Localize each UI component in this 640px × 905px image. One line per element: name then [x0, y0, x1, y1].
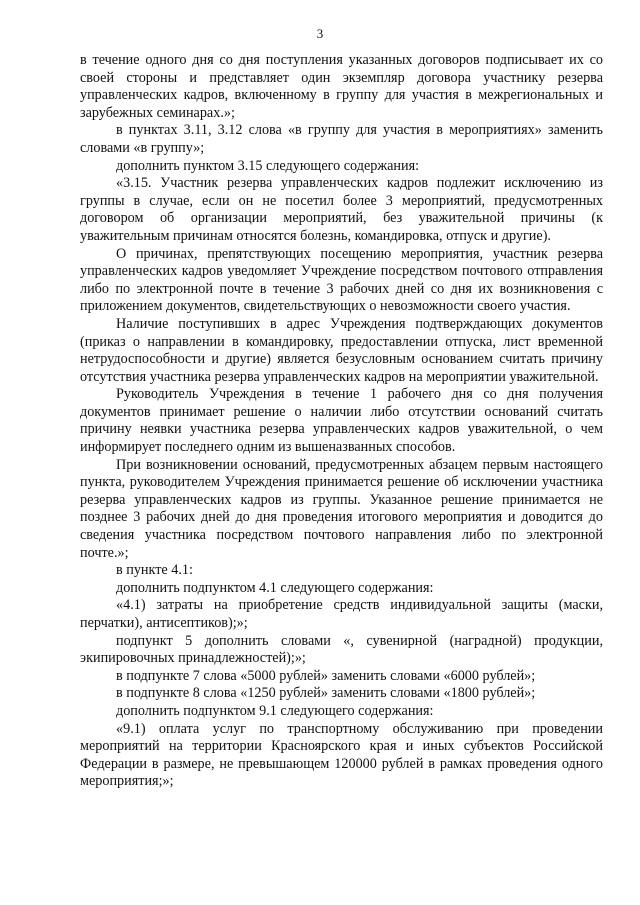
paragraph-6: Наличие поступивших в адрес Учреждения подтверждающих документов (приказ о направлении в командировку, предоставлении отпуска, лист временной нетрудоспособности и другие) является безусловным основанием считать причину отсутствия участника резерва управленческих кадров на мероприятии уважительной. [80, 315, 603, 385]
paragraph-3: дополнить пунктом 3.15 следующего содержания: [116, 157, 420, 174]
paragraph-5: О причинах, препятствующих посещению мероприятия, участник резерва управленческих кадров уведомляет Учреждение посредством почтового отправления либо по электронной почте в течение 3 рабочих дней со дня их возникновения с приложением документов, свидетельствующих о невозможности своего участия. [80, 245, 603, 315]
paragraph-2: в пунктах 3.11, 3.12 слова «в группу для участия в мероприятиях» заменить словами «в группу»; [80, 122, 603, 156]
paragraph-4: «3.15. Участник резерва управленческих кадров подлежит исключению из группы в случае, если он не посетил более 3 мероприятий, предусмотренных договором об организации мероприятий, без уважительной причины (к уважительным причинам относятся болезнь, командировка, отпуск и другие). [80, 175, 603, 244]
paragraph-1: в течение одного дня со дня поступления указанных договоров подписывает их со своей стороны и представляет один экземпляр договора участнику резерва управленческих кадров, включенному в группу для участия в межрегиональных и зарубежных семинарах.»; [80, 52, 603, 121]
paragraph-8: При возникновении оснований, предусмотренных абзацем первым настоящего пункта, руководителем Учреждения принимается решение об исключении участника резерва управленческих кадров из группы. Указанное решение принимается не позднее 3 рабочих дней до дня проведения итогового мероприятия и доводится до сведения участника посредством почтового направления либо по электронной почте.»; [80, 456, 603, 561]
paragraph-15: дополнить подпунктом 9.1 следующего содержания: [116, 702, 434, 719]
document-body [80, 52, 603, 791]
paragraph-16: «9.1) оплата услуг по транспортному обслуживанию при проведении мероприятий на территории Красноярского края и иных субъектов Российской Федерации в размере, не превышающем 120000 рублей в рамках проведения одного мероприятия;»; [80, 720, 603, 790]
page-number: 3 [316, 26, 324, 41]
paragraph-7: Руководитель Учреждения в течение 1 рабочего дня со дня получения документов принимает решение о наличии либо отсутствии оснований считать причину неявки участника резерва управленческих кадров уважительной, о чем информирует последнего одним из вышеназванных способов. [80, 386, 603, 456]
paragraph-10: дополнить подпунктом 4.1 следующего содержания: [116, 579, 434, 596]
paragraph-11: «4.1) затраты на приобретение средств индивидуальной защиты (маски, перчатки), антисептиков);»; [80, 597, 603, 631]
paragraph-13: в подпункте 7 слова «5000 рублей» заменить словами «6000 рублей»; [116, 667, 536, 684]
paragraph-9: в пункте 4.1: [116, 562, 193, 579]
paragraph-14: в подпункте 8 слова «1250 рублей» заменить словами «1800 рублей»; [116, 685, 536, 702]
paragraph-12: подпункт 5 дополнить словами «, сувенирной (наградной) продукции, экипировочных принадлежностей);»; [80, 632, 603, 667]
